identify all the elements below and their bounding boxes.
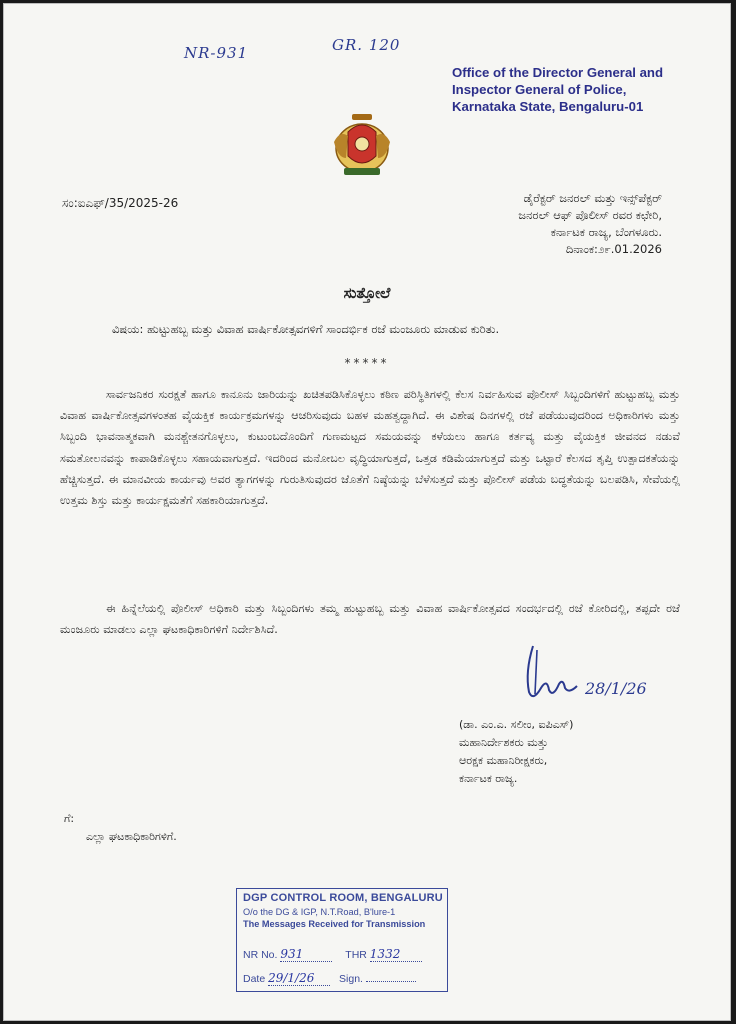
- stamp-date-label: Date: [243, 973, 266, 985]
- circular-heading: ಸುತ್ತೋಲೆ: [343, 284, 391, 302]
- body-paragraph-1: ಸಾರ್ವಜನಿಕರ ಸುರಕ್ಷತೆ ಹಾಗೂ ಕಾನೂನು ಜಾರಿಯನ್ನು ಖಚಿತಪಡಿಸಿಕೊಳ್ಳಲು ಕಠಿಣ ಪರಿಸ್ಥಿತಿಗಳಲ್ಲಿ ಕೆಲಸ ನಿರ್ವಹಿಸುವ ಪೊಲೀಸ್ ಸಿಬ್ಬಂದಿಗಳಿಗೆ ಹುಟ್ಟುಹಬ್ಬ ಮತ್ತು ವಿವಾಹ ವಾರ್ಷಿಕೋತ್ಸವಗಳಂತಹ ವೈಯಕ್ತಿಕ ಕಾರ್ಯಕ್ರಮಗಳನ್ನು ಆಚರಿಸುವುದು ಬಹಳ ಮಹತ್ವದ್ದಾಗಿದೆ. ಈ ವಿಶೇಷ ದಿನಗಳಲ್ಲಿ ರಜೆ ಪಡೆಯುವುದರಿಂದ ಅಧಿಕಾರಿಗಳು ಮತ್ತು ಸಿಬ್ಬಂದಿ ಭಾವನಾತ್ಮಕವಾಗಿ ಮನಶ್ಚೇತನಗೊಳ್ಳಲು, ಕುಟುಂಬದೊಂದಿಗೆ ಗುಣಮಟ್ಟದ ಸಮಯವನ್ನು ಕಳೆಯಲು ಹಾಗೂ ಕರ್ತವ್ಯ ಮತ್ತು ವೈಯಕ್ತಿಕ ಜೀವನದ ನಡುವೆ ಸಮತೋಲನವನ್ನು ಕಾಪಾಡಿಕೊಳ್ಳಲು ಸಹಾಯವಾಗುತ್ತದೆ. ಇದರಿಂದ ಮನೋಬಲ ವೃದ್ಧಿಯಾಗುತ್ತದೆ, ಒತ್ತಡ ಕಡಿಮೆಯಾಗುತ್ತದೆ ಮತ್ತು ಒಟ್ಟಾರೆ ಕೆಲಸದ ತೃಪ್ತಿ ಉತ್ಪಾದಕತೆಯನ್ನು ಹೆಚ್ಚಿಸುತ್ತದೆ. ಈ ಮಾನವೀಯ ಕಾರ್ಯವು ಅವರ ತ್ಯಾಗಗಳನ್ನು ಗುರುತಿಸುವುದರ ಜೊತೆಗೆ ನಿಷ್ಠೆಯನ್ನು ಬೆಳೆಸುತ್ತದೆ ಮತ್ತು ಪೊಲೀಸ್ ಪಡೆಯ ಬದ್ಧತೆಯನ್ನು ಬಲಪಡಿಸಿ, ಸೇವೆಯಲ್ಲಿ ಉತ್ತಮ ಶಿಸ್ತು ಮತ್ತು ಕಾರ್ಯಕ್ಷಮತೆಗೆ ಸಹಕಾರಿಯಾಗುತ್ತದೆ.: [60, 388, 680, 508]
- separator: *****: [344, 356, 390, 370]
- handwritten-signature: [519, 638, 659, 718]
- stamp-nr-row: [243, 947, 422, 962]
- signature-date: 28/1/26: [585, 679, 647, 698]
- handwritten-nr-note: NR-931: [184, 44, 249, 62]
- karnataka-police-emblem-icon: [326, 112, 398, 182]
- to-label: ಗೆ:: [64, 812, 75, 825]
- office-line-3: Karnataka State, Bengaluru-01: [452, 99, 644, 114]
- stamp-nr-label: NR No.: [243, 949, 278, 961]
- document-page: [4, 4, 730, 1020]
- signatory-block: [459, 716, 669, 788]
- handwritten-gr-note: GR. 120: [332, 36, 401, 54]
- office-line-2: Inspector General of Police,: [452, 82, 627, 97]
- from-office-block: [422, 190, 662, 258]
- signatory-name: (ಡಾ. ಎಂ.ಎ. ಸಲೀಂ, ಐಪಿಎಸ್): [459, 718, 574, 731]
- stamp-thr-value: 1332: [369, 947, 401, 961]
- stamp-caption: The Messages Received for Transmission: [243, 919, 426, 929]
- control-room-stamp: [236, 888, 448, 992]
- stamp-nr-value: 931: [280, 947, 304, 961]
- stamp-date-value: 29/1/26: [268, 971, 315, 985]
- stamp-title: DGP CONTROL ROOM, BENGALURU: [243, 892, 443, 904]
- stamp-date-row: [243, 971, 416, 986]
- signatory-state: ಕರ್ನಾಟಕ ರಾಜ್ಯ.: [459, 772, 518, 785]
- office-line-1: Office of the Director General and: [452, 65, 664, 80]
- stamp-address: O/o the DG & IGP, N.T.Road, B'lure-1: [243, 907, 396, 917]
- from-line-2: ಜನರಲ್ ಆಫ್ ಪೊಲೀಸ್ ರವರ ಕಛೇರಿ,: [518, 208, 662, 222]
- signatory-designation-2: ಆರಕ್ಷಕ ಮಹಾನಿರೀಕ್ಷಕರು,: [459, 754, 548, 767]
- document-date: ದಿನಾಂಕ:೨೯.01.2026: [565, 242, 662, 256]
- stamp-sign-label: Sign.: [339, 973, 363, 985]
- stamp-thr-label: THR: [345, 949, 367, 961]
- reference-number: ಸಂ:ಐಎಫ್/35/2025-26: [62, 196, 179, 210]
- office-address: [452, 64, 712, 115]
- from-line-1: ಡೈರೆಕ್ಟರ್ ಜನರಲ್ ಮತ್ತು ಇನ್ಸ್‌ಪೆಕ್ಟರ್: [523, 191, 662, 205]
- to-recipients: ಎಲ್ಲಾ ಘಟಕಾಧಿಕಾರಿಗಳಿಗೆ.: [86, 830, 177, 843]
- body-paragraph-2: ಈ ಹಿನ್ನೆಲೆಯಲ್ಲಿ ಪೊಲೀಸ್ ಅಧಿಕಾರಿ ಮತ್ತು ಸಿಬ್ಬಂದಿಗಳು ತಮ್ಮ ಹುಟ್ಟುಹಬ್ಬ ಮತ್ತು ವಿವಾಹ ವಾರ್ಷಿಕೋತ್ಸವದ ಸಂದರ್ಭದಲ್ಲಿ ರಜೆ ಕೋರಿದಲ್ಲಿ, ತಪ್ಪದೇ ರಜೆ ಮಂಜೂರು ಮಾಡಲು ಎಲ್ಲಾ ಘಟಕಾಧಿಕಾರಿಗಳಿಗೆ ನಿರ್ದೇಶಿಸಿದೆ.: [60, 602, 680, 637]
- from-line-3: ಕರ್ನಾಟಕ ರಾಜ್ಯ, ಬೆಂಗಳೂರು.: [550, 225, 662, 239]
- signatory-designation-1: ಮಹಾನಿರ್ದೇಶಕರು ಮತ್ತು: [459, 736, 549, 749]
- subject-line: ವಿಷಯ: ಹುಟ್ಟುಹಬ್ಬ ಮತ್ತು ವಿವಾಹ ವಾರ್ಷಿಕೋತ್ಸವಗಳಿಗೆ ಸಾಂದರ್ಭಿಕ ರಜೆ ಮಂಜೂರು ಮಾಡುವ ಕುರಿತು.: [112, 322, 500, 336]
